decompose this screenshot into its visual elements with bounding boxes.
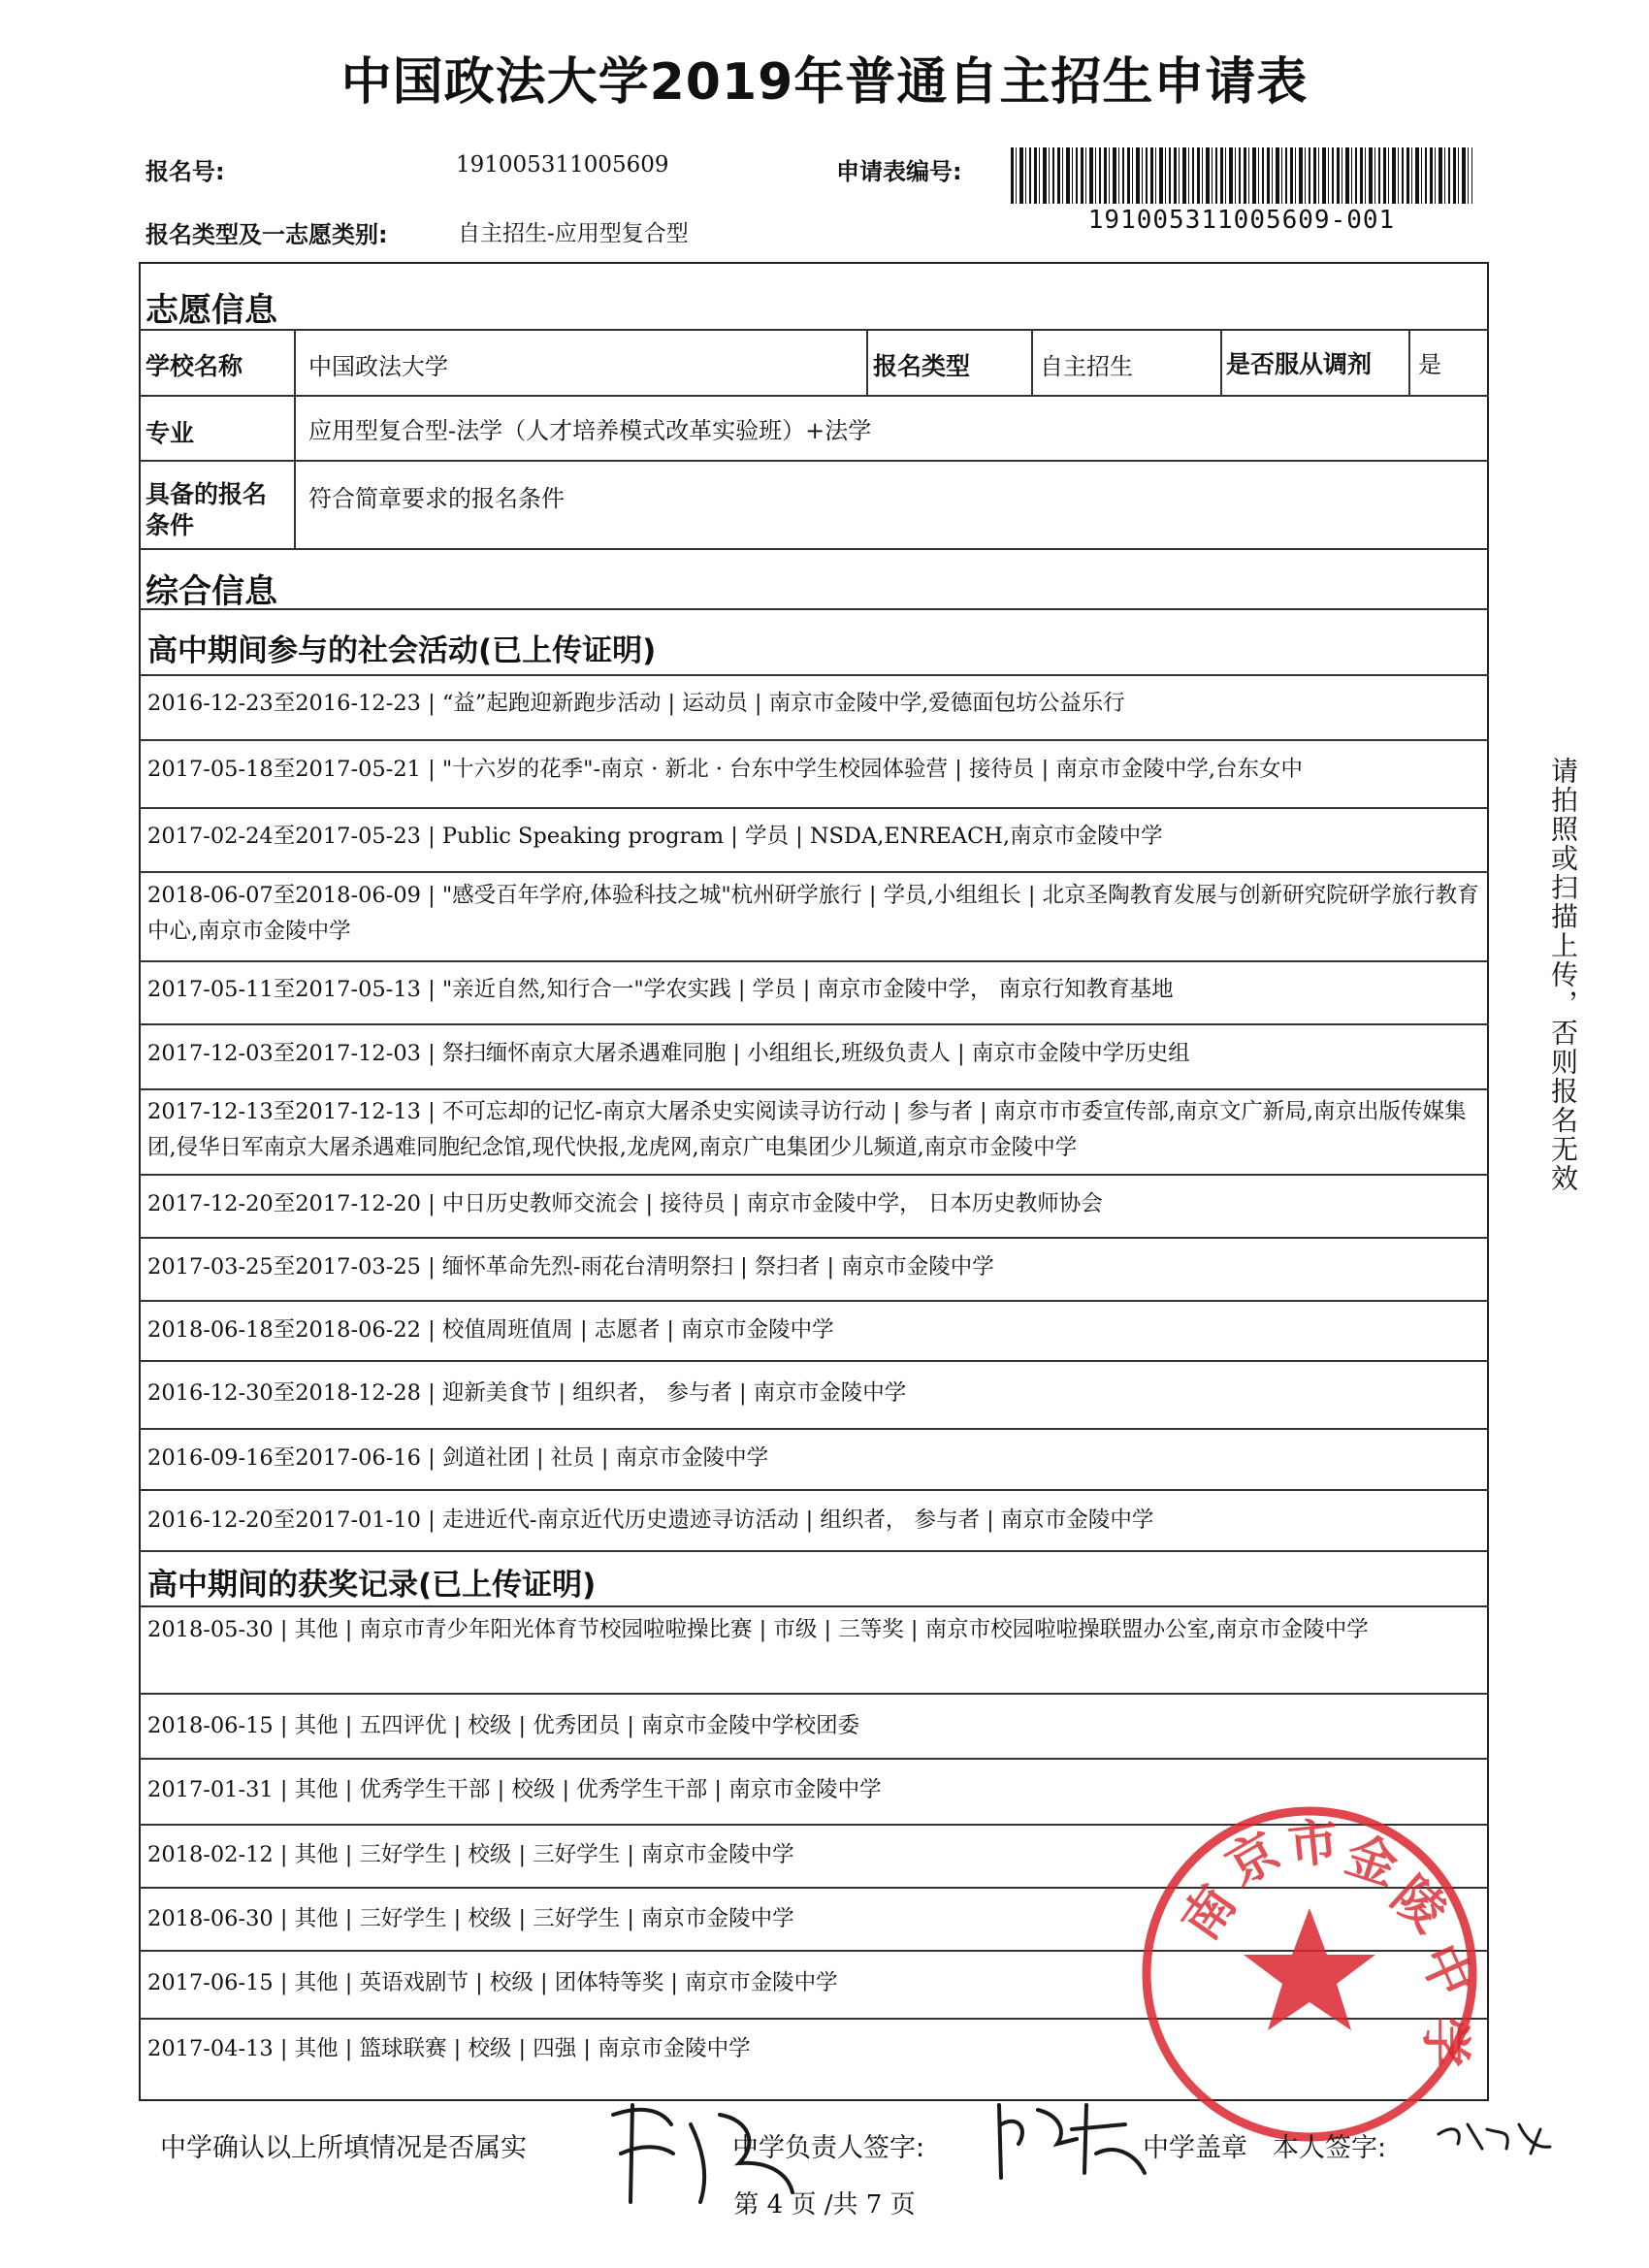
principal-signature-label: 中学负责人签字: xyxy=(732,2133,925,2163)
rule xyxy=(139,1550,1489,1552)
rule xyxy=(139,1088,1489,1090)
school-confirm-text: 中学确认以上所填情况是否属实 xyxy=(160,2133,527,2163)
rule xyxy=(139,548,1489,550)
rule xyxy=(139,1237,1489,1239)
handwritten-signature-1 xyxy=(603,2086,807,2221)
award-row: 2017-04-13 | 其他 | 篮球联赛 | 校级 | 四强 | 南京市金陵中学 xyxy=(147,2036,751,2061)
school-name-value: 中国政法大学 xyxy=(308,353,448,380)
activity-row: 2017-02-24至2017-05-23 | Public Speaking program | 学员 | NSDA,ENREACH,南京市金陵中学 xyxy=(147,824,1163,849)
rule xyxy=(139,674,1489,676)
form-number-label: 申请表编号: xyxy=(836,158,962,185)
award-row: 2018-05-30 | 其他 | 南京市青少年阳光体育节校园啦啦操比赛 | 市级 | 三等奖 | 南京市校园啦啦操联盟办公室,南京市金陵中学 xyxy=(147,1617,1369,1642)
activity-row: 2016-12-20至2017-01-10 | 走进近代-南京近代历史遗迹寻访活动 | 组织者， 参与者 | 南京市金陵中学 xyxy=(147,1507,1154,1533)
major-value: 应用型复合型-法学（人才培养模式改革实验班）+法学 xyxy=(308,417,872,444)
svg-text:陵: 陵 xyxy=(1380,1866,1458,1944)
eligibility-label xyxy=(146,479,267,541)
self-signature-label: 本人签字: xyxy=(1273,2133,1387,2163)
rule xyxy=(139,1758,1489,1760)
rule xyxy=(139,1428,1489,1430)
activity-row: 2017-12-20至2017-12-20 | 中日历史教师交流会 | 接待员 | 南京市金陵中学， 日本历史教师协会 xyxy=(147,1191,1103,1216)
registration-number-label: 报名号: xyxy=(146,158,225,185)
seal-star-icon xyxy=(1244,1908,1375,2030)
volunteer-section-heading: 志愿信息 xyxy=(146,291,277,330)
eligibility-label-line: 具备的报名 xyxy=(146,480,268,508)
registration-type-value: 自主招生-应用型复合型 xyxy=(458,221,689,246)
award-row: 2018-06-30 | 其他 | 三好学生 | 校级 | 三好学生 | 南京市金陵中学 xyxy=(147,1906,794,1931)
accept-adjustment-value: 是 xyxy=(1418,351,1441,378)
activity-row: 2017-12-13至2017-12-13 | 不可忘却的记忆-南京大屠杀史实阅读寻访行动 | 参与者 | 南京市市委宣传部,南京文广新局,南京出版传媒集团,侵华日军南京大屠杀遇难同胞纪念馆,现代快报,龙虎网,南京广电集团少儿频道,南京市金陵中学 xyxy=(147,1099,1467,1160)
rule xyxy=(139,395,1489,397)
rule xyxy=(139,807,1489,809)
registration-type-label: 报名类型及一志愿类别: xyxy=(146,221,388,248)
svg-text:金: 金 xyxy=(1338,1826,1405,1897)
column-rule xyxy=(1031,329,1033,395)
activity-row: 2018-06-07至2018-06-09 | "感受百年学府,体验科技之城"杭州研学旅行 | 学员,小组组长 | 北京圣陶教育发展与创新研究院研学旅行教育中心,南京市金陵中学 xyxy=(147,883,1479,944)
rule xyxy=(139,460,1489,462)
svg-text:市: 市 xyxy=(1285,1812,1342,1876)
general-section-heading: 综合信息 xyxy=(146,572,277,611)
rule xyxy=(139,871,1489,873)
svg-text:南: 南 xyxy=(1171,1875,1248,1951)
award-row: 2018-06-15 | 其他 | 五四评优 | 校级 | 优秀团员 | 南京市金陵中学校团委 xyxy=(147,1713,860,1738)
page-indicator: 第 4 页 /共 7 页 xyxy=(733,2190,916,2219)
rule xyxy=(139,960,1489,962)
registration-number-value: 191005311005609 xyxy=(456,152,669,178)
handwritten-signature-3 xyxy=(1434,2110,1569,2168)
rule xyxy=(139,608,1489,610)
svg-text:京: 京 xyxy=(1216,1822,1290,1898)
barcode-number: 191005311005609-001 xyxy=(1087,206,1396,235)
rule xyxy=(139,329,1489,331)
activity-row: 2016-12-30至2018-12-28 | 迎新美食节 | 组织者， 参与者 | 南京市金陵中学 xyxy=(147,1380,907,1406)
activity-row: 2018-06-18至2018-06-22 | 校值周班值周 | 志愿者 | 南京市金陵中学 xyxy=(147,1317,834,1343)
activity-row: 2017-05-11至2017-05-13 | "亲近自然,知行合一"学农实践 | 学员 | 南京市金陵中学， 南京行知教育基地 xyxy=(147,977,1174,1002)
rule xyxy=(139,1360,1489,1362)
activity-row: 2016-09-16至2017-06-16 | 剑道社团 | 社员 | 南京市金陵中学 xyxy=(147,1445,769,1471)
award-row: 2017-06-15 | 其他 | 英语戏剧节 | 校级 | 团体特等奖 | 南京市金陵中学 xyxy=(147,1970,838,1995)
upload-notice: 请拍照或扫描上传，否则报名无效 xyxy=(1547,757,1579,1193)
award-row: 2018-02-12 | 其他 | 三好学生 | 校级 | 三好学生 | 南京市金陵中学 xyxy=(147,1842,794,1867)
column-rule xyxy=(294,329,296,548)
awards-heading: 高中期间的获奖记录(已上传证明) xyxy=(147,1568,597,1603)
activity-row: 2017-05-18至2017-05-21 | "十六岁的花季"-南京 · 新北 · 台东中学生校园体验营 | 接待员 | 南京市金陵中学,台东女中 xyxy=(147,757,1303,782)
activity-row: 2017-03-25至2017-03-25 | 缅怀革命先烈-雨花台清明祭扫 | 祭扫者 | 南京市金陵中学 xyxy=(147,1254,994,1280)
activities-heading: 高中期间参与的社会活动(已上传证明) xyxy=(147,633,657,668)
handwritten-signature-2 xyxy=(989,2086,1154,2192)
rule xyxy=(139,1300,1489,1302)
column-rule xyxy=(1408,329,1410,395)
rule xyxy=(139,1174,1489,1176)
activity-row: 2016-12-23至2016-12-23 | “益”起跑迎新跑步活动 | 运动员 | 南京市金陵中学,爱德面包坊公益乐行 xyxy=(147,691,1125,716)
school-seal-stamp xyxy=(1135,1799,1484,2149)
school-name-label: 学校名称 xyxy=(146,352,243,380)
barcode-image xyxy=(1011,147,1472,204)
rule xyxy=(139,739,1489,741)
page-title: 中国政法大学2019年普通自主招生申请表 xyxy=(340,53,1309,112)
column-rule xyxy=(1220,329,1222,395)
rule xyxy=(139,1605,1489,1607)
major-label: 专业 xyxy=(146,419,195,447)
rule xyxy=(139,1489,1489,1491)
activity-row: 2017-12-03至2017-12-03 | 祭扫缅怀南京大屠杀遇难同胞 | 小组组长,班级负责人 | 南京市金陵中学历史组 xyxy=(147,1041,1190,1066)
registration-type-cell-value: 自主招生 xyxy=(1040,353,1133,380)
rule xyxy=(139,1693,1489,1695)
column-rule xyxy=(866,329,868,395)
accept-adjustment-label: 是否服从调剂 xyxy=(1226,350,1373,378)
svg-text:中: 中 xyxy=(1408,1935,1483,2006)
award-row: 2017-01-31 | 其他 | 优秀学生干部 | 校级 | 优秀学生干部 | 南京市金陵中学 xyxy=(147,1777,882,1802)
eligibility-label-line: 条件 xyxy=(146,511,195,539)
school-stamp-label: 中学盖章 xyxy=(1143,2133,1247,2163)
eligibility-value: 符合简章要求的报名条件 xyxy=(308,485,565,512)
svg-text:学: 学 xyxy=(1415,2017,1473,2068)
registration-type-cell-label: 报名类型 xyxy=(873,352,971,380)
rule xyxy=(139,1023,1489,1025)
